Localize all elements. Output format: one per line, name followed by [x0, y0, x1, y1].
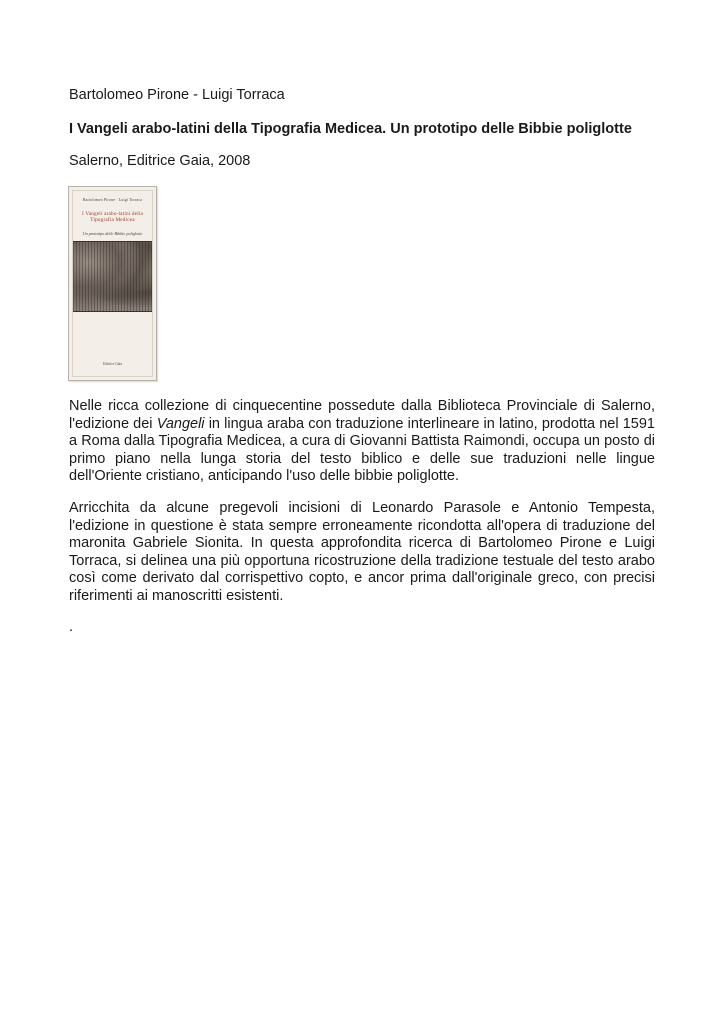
paragraph-1-text-start: Nelle ricca collezione di cinquecentine possedute dalla Biblioteca Provinciale di Salerno, l'edizione dei — [69, 398, 655, 432]
book-title: I Vangeli arabo-latini della Tipografia Medicea. Un prototipo delle Bibbie poliglotte — [69, 121, 632, 137]
cover-authors: Bartolomeo Pirone · Luigi Torraca — [82, 198, 143, 202]
trailing-period: . — [69, 619, 74, 635]
cover-subtitle: Un prototipo delle Bibbie poliglotte — [82, 231, 143, 236]
cover-title: I Vangeli arabo-latini della Tipografia Medicea — [82, 211, 143, 224]
book-cover-image — [68, 186, 157, 381]
paragraph-1-text-end: in lingua araba con traduzione interlineare in latino, prodotta nel 1591 a Roma dalla Tipografia Medicea, a cura di Giovanni Battista Raimondi, occupa un posto di primo piano nella lunga storia del testo biblico e delle sue traduzioni nelle lingue dell'Oriente cristiano, anticipando l'uso delle bibbie poliglotte. — [69, 415, 655, 485]
description-paragraph-2: Arricchita da alcune pregevoli incisioni di Leonardo Parasole e Antonio Tempesta, l'edizione in questione è stata sempre erroneamente ricondotta all'opera di traduzione del maronita Gabriele Sionita. In questa approfondita ricerca di Bartolomeo Pirone e Luigi Torraca, si delinea una più opportuna ricostruzione della tradizione testuale del testo arabo così come derivato dal corrispettivo copto, e ancor prima dall'originale greco, con precisi riferimenti ai manoscritti esistenti. — [69, 500, 655, 604]
description-paragraph-1 — [69, 398, 655, 486]
cover-engraving — [73, 241, 152, 312]
book-authors: Bartolomeo Pirone - Luigi Torraca — [69, 87, 285, 103]
book-publisher: Salerno, Editrice Gaia, 2008 — [69, 153, 251, 169]
paragraph-1-italic-word: Vangeli — [156, 415, 205, 432]
cover-publisher: Editrice Gaia — [102, 362, 123, 366]
